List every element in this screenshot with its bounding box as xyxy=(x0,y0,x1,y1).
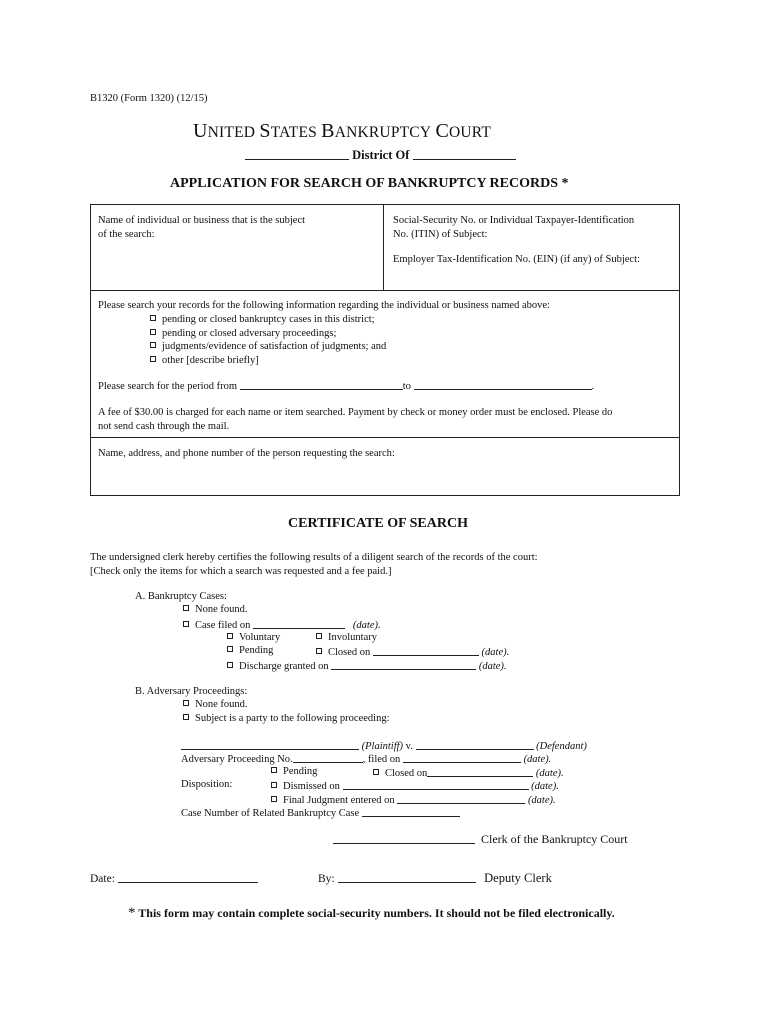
defendant-field[interactable] xyxy=(416,739,534,750)
discharge-date-field[interactable] xyxy=(331,659,476,670)
ein-label: Employer Tax-Identification No. (EIN) (if any) of Subject: xyxy=(393,254,640,265)
checkbox[interactable] xyxy=(183,605,189,611)
table-divider-1 xyxy=(90,290,680,291)
subject-name-label-2: of the search: xyxy=(98,228,155,240)
certificate-intro-2: [Check only the items for which a search was requested and a fee paid.] xyxy=(90,565,392,577)
court-title-cap-4: C xyxy=(435,120,449,142)
deputy-signature-field[interactable] xyxy=(338,872,476,883)
date-label: Date: xyxy=(90,873,115,885)
deputy-label: Deputy Clerk xyxy=(484,871,552,885)
search-option-adversary[interactable]: pending or closed adversary proceedings; xyxy=(150,327,386,341)
checkbox[interactable] xyxy=(183,714,189,720)
fee-notice-line-2: not send cash through the mail. xyxy=(98,420,230,432)
adv-proceeding-line: Adversary Proceeding No. , filed on (date). xyxy=(181,754,552,765)
adv-final-judgment[interactable]: Final Judgment entered on (date). xyxy=(271,793,556,806)
related-case-line: Case Number of Related Bankruptcy Case xyxy=(181,806,460,819)
checkbox[interactable] xyxy=(316,633,322,639)
search-option-bankruptcy[interactable]: pending or closed bankruptcy cases in this district; xyxy=(150,313,386,327)
clerk-label: Clerk of the Bankruptcy Court xyxy=(481,832,628,846)
bk-involuntary[interactable]: Involuntary xyxy=(316,632,377,643)
fee-notice-line-1: A fee of $30.00 is charged for each name or item searched. Payment by check or money order must be enclosed. Please do xyxy=(98,407,613,418)
period-to-label: to xyxy=(402,381,411,392)
period-from-label: Please search for the period from xyxy=(98,381,238,392)
checkbox[interactable] xyxy=(271,767,277,773)
search-option-judgments[interactable]: judgments/evidence of satisfaction of judgments; and xyxy=(150,340,386,354)
by-line xyxy=(318,871,552,886)
ssn-label-1: Social-Security No. or Individual Taxpayer-Identification xyxy=(393,215,635,226)
period-from-field[interactable] xyxy=(240,379,403,390)
checkbox[interactable] xyxy=(373,769,379,775)
final-judgment-date-field[interactable] xyxy=(397,793,525,804)
search-period-line: Please search for the period from to . xyxy=(98,381,595,392)
district-line xyxy=(245,148,516,163)
related-case-field[interactable] xyxy=(362,806,460,817)
adv-none-found[interactable]: None found. xyxy=(183,699,248,710)
closed-date-field[interactable] xyxy=(373,645,479,656)
court-title xyxy=(193,120,491,143)
table-divider-2 xyxy=(90,437,680,438)
district-blank-right[interactable] xyxy=(413,149,516,160)
table-divider-vertical xyxy=(383,204,384,290)
checkbox[interactable] xyxy=(227,633,233,639)
bk-discharge[interactable]: Discharge granted on (date). xyxy=(227,659,507,672)
subject-ssn-field[interactable] xyxy=(393,214,634,241)
checkbox[interactable] xyxy=(150,315,156,321)
adv-parties-line: (Plaintiff) v. (Defendant) xyxy=(181,739,587,752)
clerk-signature-line xyxy=(333,832,628,847)
ssn-label-2: No. (ITIN) of Subject: xyxy=(393,228,488,240)
plaintiff-field[interactable] xyxy=(181,739,359,750)
checkbox[interactable] xyxy=(271,796,277,802)
period-to-field[interactable] xyxy=(414,379,592,390)
checkbox[interactable] xyxy=(227,646,233,652)
court-title-rest-1: NITED xyxy=(207,124,256,141)
court-title-rest-2: TATES xyxy=(270,124,317,141)
adv-subject-party[interactable]: Subject is a party to the following proceeding: xyxy=(183,713,390,724)
court-title-rest-3: ANKRUPTCY xyxy=(334,124,432,141)
bk-case-filed[interactable]: Case filed on (date). xyxy=(183,618,381,631)
court-title-cap-3: B xyxy=(321,120,335,142)
adv-pending[interactable]: Pending xyxy=(271,766,317,777)
checkbox[interactable] xyxy=(316,648,322,654)
bk-pending[interactable]: Pending xyxy=(227,645,273,656)
court-title-cap-2: S xyxy=(259,120,271,142)
date-line xyxy=(90,872,258,885)
requester-label: Name, address, and phone number of the person requesting the search: xyxy=(98,448,395,459)
disposition-label: Disposition: xyxy=(181,779,233,790)
adv-filed-date-field[interactable] xyxy=(403,752,521,763)
footer-asterisk: * xyxy=(128,905,136,921)
certificate-intro xyxy=(90,551,538,578)
by-label: By: xyxy=(318,873,335,885)
certificate-title: CERTIFICATE OF SEARCH xyxy=(288,516,468,531)
clerk-signature-field[interactable] xyxy=(333,833,475,844)
adv-closed-date-field[interactable] xyxy=(427,766,533,777)
checkbox[interactable] xyxy=(150,342,156,348)
bk-none-found[interactable]: None found. xyxy=(183,604,248,615)
application-title: APPLICATION FOR SEARCH OF BANKRUPTCY RECORDS * xyxy=(170,176,569,191)
checkbox[interactable] xyxy=(183,700,189,706)
checkbox[interactable] xyxy=(271,782,277,788)
district-label: District Of xyxy=(352,148,410,162)
checkbox[interactable] xyxy=(183,621,189,627)
court-title-rest-4: OURT xyxy=(449,124,492,141)
form-id: B1320 (Form 1320) (12/15) xyxy=(90,93,208,104)
checkbox[interactable] xyxy=(150,329,156,335)
proceeding-no-field[interactable] xyxy=(293,752,363,763)
dismissed-date-field[interactable] xyxy=(343,779,529,790)
adv-closed[interactable]: Closed on (date). xyxy=(373,766,564,779)
court-title-cap-1: U xyxy=(193,120,208,142)
checkbox[interactable] xyxy=(150,356,156,362)
district-blank-left[interactable] xyxy=(245,149,349,160)
bk-voluntary[interactable]: Voluntary xyxy=(227,632,280,643)
bankruptcy-heading: A. Bankruptcy Cases: xyxy=(135,591,227,602)
date-field[interactable] xyxy=(118,872,258,883)
case-filed-date-field[interactable] xyxy=(253,618,345,629)
subject-name-label-1: Name of individual or business that is the subject xyxy=(98,215,306,226)
search-option-other[interactable]: other [describe briefly] xyxy=(150,354,386,368)
bk-closed[interactable]: Closed on (date). xyxy=(316,645,509,658)
search-options xyxy=(150,313,386,367)
search-intro: Please search your records for the following information regarding the individual or business named above: xyxy=(98,300,550,311)
certificate-intro-1: The undersigned clerk hereby certifies the following results of a diligent search of the records of the court: xyxy=(90,552,538,563)
adversary-heading: B. Adversary Proceedings: xyxy=(135,686,248,697)
checkbox[interactable] xyxy=(227,662,233,668)
subject-name-field[interactable] xyxy=(98,214,305,241)
adv-dismissed[interactable]: Dismissed on (date). xyxy=(271,779,559,792)
fee-notice xyxy=(98,406,612,433)
footer-note xyxy=(128,905,615,922)
footer-note-text: This form may contain complete social-security numbers. It should not be filed electronically. xyxy=(138,906,615,920)
